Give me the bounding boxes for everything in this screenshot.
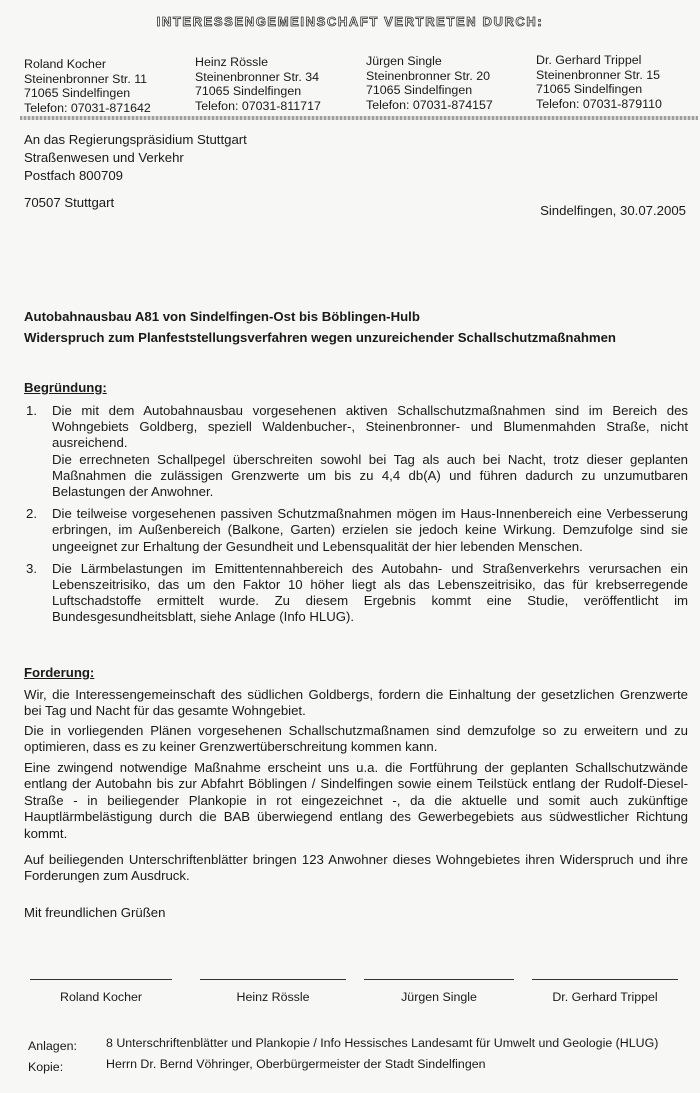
- member-name: Heinz Rössle: [195, 55, 268, 69]
- member-city: 71065 Sindelfingen: [366, 83, 473, 98]
- forderung-heading: Forderung:: [24, 665, 95, 680]
- item-number: 3.: [26, 560, 37, 576]
- member-phone: Telefon: 07031-811717: [195, 98, 321, 113]
- item-text: Die teilweise vorgesehenen passiven Schutzmaßnahmen mögen im Haus-Innenbereich eine Verbesserung erbringen, im Außenbereich (Balkone, Garten) erzielen sie jedoch keine Wirkung. Demzufolge sind sie ungeeignet zur Erhaltung der Gesundheit und Lebensqualität der hier lebenden Menschen.: [52, 506, 688, 554]
- closing: Mit freundlichen Grüßen: [24, 905, 166, 920]
- member-street: Steinenbronner Str. 11: [24, 71, 148, 86]
- forderung-paragraph: Auf beiliegenden Unterschriftenblätter bringen 123 Anwohner dieses Wohngebietes ihren Widerspruch und ihre Forderungen zum Ausdruck.: [24, 852, 688, 884]
- member-city: 71065 Sindelfingen: [24, 86, 131, 101]
- member-block-trippel: [536, 53, 662, 111]
- list-item: [24, 506, 688, 555]
- list-item: [24, 561, 688, 626]
- recipient-line: An das Regierungspräsidium Stuttgart: [24, 132, 247, 147]
- begruendung-heading: Begründung:: [24, 380, 107, 395]
- item-number: 1.: [26, 403, 37, 418]
- recipient-line: Straßenwesen und Verkehr: [24, 150, 184, 165]
- signature-line: [30, 979, 172, 980]
- signature-name: Jürgen Single: [401, 990, 477, 1004]
- anlagen-value: 8 Unterschriftenblätter und Plankopie / Info Hessisches Landesamt für Umwelt und Geologie (HLUG): [106, 1036, 659, 1050]
- item-text: Die mit dem Autobahnausbau vorgesehenen aktiven Schallschutzmaßnahmen sind im Bereich des Wohngebiets Goldberg, speziell Waldenbucher-, Steinenbronner- und Blumenmahden Straße, nicht ausreichend.: [52, 403, 688, 451]
- member-phone: Telefon: 07031-879110: [536, 96, 662, 111]
- recipient-line: Postfach 800709: [24, 168, 123, 183]
- forderung-paragraph: Die in vorliegenden Plänen vorgesehenen Schallschutzmaßnamen sind demzufolge so zu erweitern und zu optimieren, dass es zu keiner Grenzwertüberschreitung kommen kann.: [24, 723, 688, 755]
- recipient-address: [24, 131, 247, 212]
- member-phone: Telefon: 07031-874157: [366, 97, 493, 112]
- signature-line: [200, 979, 346, 980]
- forderung-paragraph: Eine zwingend notwendige Maßnahme erscheint uns u.a. die Fortführung der geplanten Schallschutzwände entlang der Autobahn bis zur Abfahrt Böblingen / Sindelfingen sowie einem Teilstück entlang der Rudolf-Diesel-Straße - in beiliegender Plankopie in rot eingezeichnet -, da die aktuelle und somit auch zukünftige Hauptlärmbelästigung durch die BAB überwiegend entlang des Gewerbegebiets aus südwestlicher Richtung kommt.: [24, 760, 688, 841]
- item-text: Die errechneten Schallpegel überschreiten sowohl bei Tag als auch bei Nacht, trotz dieser geplanten Maßnahmen die zulässigen Grenzwerte um bis zu 4,4 db(A) und führen dadurch zu unzumutbaren Belastungen der Anwohner.: [52, 451, 688, 500]
- member-name: Jürgen Single: [366, 54, 442, 68]
- recipient-postcode: 70507 Stuttgart: [24, 195, 115, 210]
- member-phone: Telefon: 07031-871642: [24, 100, 151, 115]
- member-street: Steinenbronner Str. 20: [366, 68, 490, 83]
- signature-name: Heinz Rössle: [236, 990, 310, 1004]
- member-street: Steinenbronner Str. 15: [536, 67, 660, 82]
- subject: [24, 306, 616, 348]
- forderung-paragraph: Wir, die Interessengemeinschaft des südlichen Goldbergs, fordern die Einhaltung der gesetzlichen Grenzwerte bei Tag und Nacht für das gesamte Wohngebiet.: [24, 687, 688, 719]
- signature-line: [532, 979, 678, 980]
- member-city: 71065 Sindelfingen: [195, 84, 302, 99]
- signature-name: Roland Kocher: [60, 990, 142, 1004]
- member-name: Dr. Gerhard Trippel: [536, 53, 642, 67]
- member-street: Steinenbronner Str. 34: [195, 69, 319, 84]
- signature-line: [364, 979, 514, 980]
- list-item: [24, 403, 688, 500]
- item-number: 2.: [26, 506, 37, 522]
- kopie-value: Herrn Dr. Bernd Vöhringer, Oberbürgermeister der Stadt Sindelfingen: [106, 1057, 486, 1071]
- member-block-single: [366, 54, 493, 112]
- letter-date: Sindelfingen, 30.07.2005: [540, 203, 686, 218]
- member-name: Roland Kocher: [24, 57, 106, 71]
- item-text: Die Lärmbelastungen im Emittentennahbereich des Autobahn- und Straßenverkehrs verursachen ein Lebenszeitrisiko, das um den Faktor 10 höher liegt als das Lebenszeitrisiko, das für krebserregende Luftschadstoffe ermittelt wurde. Zu diesem Ergebnis kommt eine Studie, veröffentlicht im Bundesgesundheitsblatt, siehe Anlage (Info HLUG).: [52, 560, 688, 625]
- subject-line: Widerspruch zum Planfeststellungsverfahren wegen unzureichender Schallschutzmaßnahmen: [24, 330, 616, 345]
- member-block-kocher: [24, 57, 151, 115]
- begruendung-list: [24, 403, 688, 632]
- subject-line: Autobahnausbau A81 von Sindelfingen-Ost bis Böblingen-Hulb: [24, 309, 420, 324]
- letterhead-title: INTERESSENGEMEINSCHAFT VERTRETEN DURCH:: [156, 14, 544, 29]
- kopie-label: Kopie:: [28, 1060, 64, 1074]
- member-city: 71065 Sindelfingen: [536, 82, 643, 97]
- signature-name: Dr. Gerhard Trippel: [552, 990, 658, 1004]
- header-separator: [20, 116, 698, 120]
- anlagen-label: Anlagen:: [28, 1039, 77, 1053]
- member-block-roessle: [195, 55, 321, 113]
